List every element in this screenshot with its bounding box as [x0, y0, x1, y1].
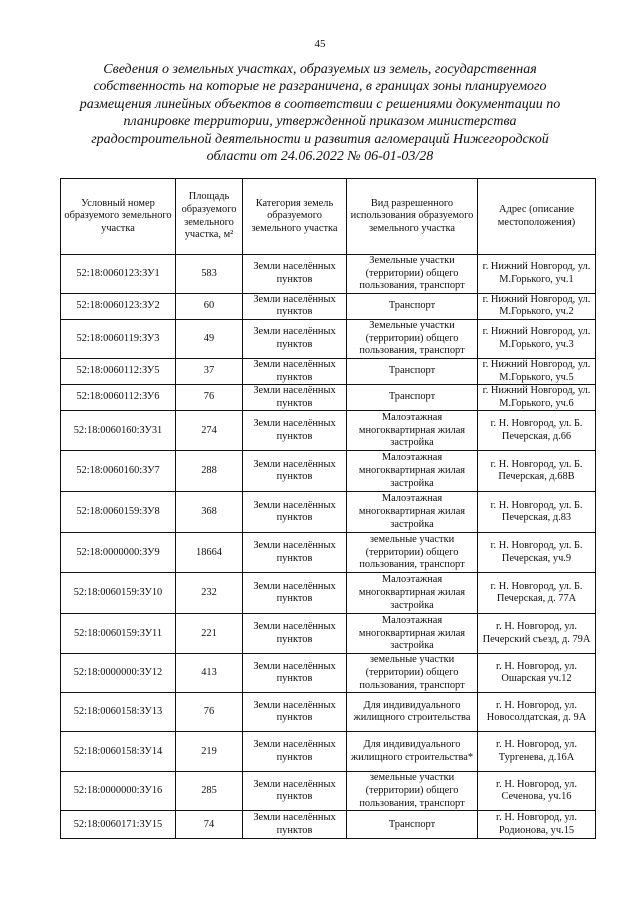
cell-area: 18664 [176, 533, 243, 573]
cell-address: г. Н. Новгород, ул. Б. Печерская, д.83 [478, 492, 596, 533]
cell-address: г. Н. Новгород, ул. Печерский съезд, д. 79А [478, 614, 596, 654]
cell-usage: Малоэтажная многоквартирная жилая застройка [347, 573, 478, 614]
cell-address: г. Н. Новгород, ул. Тургенева, д.16А [478, 732, 596, 772]
cell-usage: Малоэтажная многоквартирная жилая застройка [347, 411, 478, 451]
document-title: Сведения о земельных участках, образуемых из земель, государственная собственность на которые не разграничена, в границах зоны планируемого размещения линейных объектов в соответствии с решениями документации по планировке территории, утвержденной приказом министерства градостроительной деятельности и развития агломераций Нижегородской области от 24.06.2022 № 06-01-03/28 [79, 62, 561, 165]
table-row [61, 732, 596, 772]
cell-address: г. Н. Новгород, ул. Новосолдатская, д. 9А [478, 693, 596, 732]
header-category: Категория земель образуемого земельного участка [243, 179, 347, 255]
cell-address: г. Н. Новгород, ул. Родионова, уч.15 [478, 811, 596, 839]
cell-area: 49 [176, 319, 243, 358]
cell-area: 413 [176, 654, 243, 693]
cell-area: 76 [176, 693, 243, 732]
cell-area: 274 [176, 411, 243, 451]
table-row [61, 255, 596, 294]
header-area: Площадь образуемого земельного участка, м² [176, 179, 243, 255]
cell-number: 52:18:0060160:ЗУ31 [61, 411, 176, 451]
cell-address: г. Н. Новгород, ул. Б. Печерская, д. 77А [478, 573, 596, 614]
cell-usage: Транспорт [347, 811, 478, 839]
cell-category: Земли населённых пунктов [243, 385, 347, 411]
cell-address: г. Н. Новгород, ул. Ошарская уч.12 [478, 654, 596, 693]
table-row [61, 319, 596, 358]
cell-area: 221 [176, 614, 243, 654]
table-body [61, 255, 596, 839]
cell-usage: Земельные участки (территории) общего пользования, транспорт [347, 319, 478, 358]
cell-area: 232 [176, 573, 243, 614]
cell-usage: земельные участки (территории) общего пользования, транспорт [347, 772, 478, 811]
table-row [61, 293, 596, 319]
cell-category: Земли населённых пунктов [243, 492, 347, 533]
cell-area: 583 [176, 255, 243, 294]
cell-number: 52:18:0060112:ЗУ6 [61, 385, 176, 411]
cell-category: Земли населённых пунктов [243, 614, 347, 654]
cell-area: 285 [176, 772, 243, 811]
table-row [61, 772, 596, 811]
cell-area: 60 [176, 293, 243, 319]
table-header-row [61, 179, 596, 255]
cell-number: 52:18:0060123:ЗУ2 [61, 293, 176, 319]
cell-category: Земли населённых пунктов [243, 693, 347, 732]
cell-category: Земли населённых пунктов [243, 319, 347, 358]
header-usage: Вид разрешенного использования образуемого земельного участка [347, 179, 478, 255]
cell-usage: Малоэтажная многоквартирная жилая застройка [347, 614, 478, 654]
cell-category: Земли населённых пунктов [243, 255, 347, 294]
cell-usage: Малоэтажная многоквартирная жилая застройка [347, 492, 478, 533]
cell-number: 52:18:0060112:ЗУ5 [61, 358, 176, 384]
cell-usage: Земельные участки (территории) общего пользования, транспорт [347, 255, 478, 294]
cell-area: 368 [176, 492, 243, 533]
cell-area: 219 [176, 732, 243, 772]
cell-number: 52:18:0060159:ЗУ10 [61, 573, 176, 614]
cell-category: Земли населённых пунктов [243, 772, 347, 811]
cell-address: г. Нижний Новгород, ул. М.Горького, уч.6 [478, 385, 596, 411]
cell-area: 37 [176, 358, 243, 384]
table-row [61, 614, 596, 654]
cell-area: 76 [176, 385, 243, 411]
cell-category: Земли населённых пунктов [243, 451, 347, 492]
cell-area: 74 [176, 811, 243, 839]
cell-number: 52:18:0000000:ЗУ12 [61, 654, 176, 693]
table-row [61, 693, 596, 732]
table-row [61, 385, 596, 411]
header-number: Условный номер образуемого земельного участка [61, 179, 176, 255]
cell-usage: Транспорт [347, 293, 478, 319]
cell-area: 288 [176, 451, 243, 492]
table-row [61, 533, 596, 573]
page-number: 45 [314, 38, 326, 50]
cell-usage: земельные участки (территории) общего пользования, транспорт [347, 533, 478, 573]
cell-number: 52:18:0060171:ЗУ15 [61, 811, 176, 839]
cell-usage: Транспорт [347, 385, 478, 411]
cell-address: г. Нижний Новгород, ул. М.Горького, уч.5 [478, 358, 596, 384]
cell-usage: земельные участки (территории) общего пользования, транспорт [347, 654, 478, 693]
cell-number: 52:18:0000000:ЗУ16 [61, 772, 176, 811]
cell-category: Земли населённых пунктов [243, 293, 347, 319]
cell-usage: Для индивидуального жилищного строительства [347, 693, 478, 732]
cell-address: г. Н. Новгород, ул. Б. Печерская, д.66 [478, 411, 596, 451]
table-row [61, 411, 596, 451]
cell-number: 52:18:0060119:ЗУ3 [61, 319, 176, 358]
cell-usage: Для индивидуального жилищного строительства* [347, 732, 478, 772]
table-row [61, 492, 596, 533]
cell-category: Земли населённых пунктов [243, 811, 347, 839]
cell-number: 52:18:0060159:ЗУ11 [61, 614, 176, 654]
cell-usage: Малоэтажная многоквартирная жилая застройка [347, 451, 478, 492]
cell-address: г. Нижний Новгород, ул. М.Горького, уч.2 [478, 293, 596, 319]
table-row [61, 573, 596, 614]
table-row [61, 654, 596, 693]
table-row [61, 358, 596, 384]
cell-number: 52:18:0060123:ЗУ1 [61, 255, 176, 294]
header-address: Адрес (описание местоположения) [478, 179, 596, 255]
cell-number: 52:18:0000000:ЗУ9 [61, 533, 176, 573]
cell-address: г. Нижний Новгород, ул. М.Горького, уч.3 [478, 319, 596, 358]
cell-number: 52:18:0060158:ЗУ13 [61, 693, 176, 732]
cell-address: г. Н. Новгород, ул. Сеченова, уч.16 [478, 772, 596, 811]
cell-category: Земли населённых пунктов [243, 358, 347, 384]
land-plots-table [60, 178, 596, 839]
cell-address: г. Н. Новгород, ул. Б. Печерская, д.68В [478, 451, 596, 492]
table-row [61, 811, 596, 839]
cell-category: Земли населённых пунктов [243, 732, 347, 772]
cell-address: г. Нижний Новгород, ул. М.Горького, уч.1 [478, 255, 596, 294]
cell-category: Земли населённых пунктов [243, 573, 347, 614]
cell-number: 52:18:0060158:ЗУ14 [61, 732, 176, 772]
cell-category: Земли населённых пунктов [243, 654, 347, 693]
cell-number: 52:18:0060160:ЗУ7 [61, 451, 176, 492]
cell-usage: Транспорт [347, 358, 478, 384]
cell-number: 52:18:0060159:ЗУ8 [61, 492, 176, 533]
cell-address: г. Н. Новгород, ул. Б. Печерская, уч.9 [478, 533, 596, 573]
cell-category: Земли населённых пунктов [243, 533, 347, 573]
cell-category: Земли населённых пунктов [243, 411, 347, 451]
table-row [61, 451, 596, 492]
